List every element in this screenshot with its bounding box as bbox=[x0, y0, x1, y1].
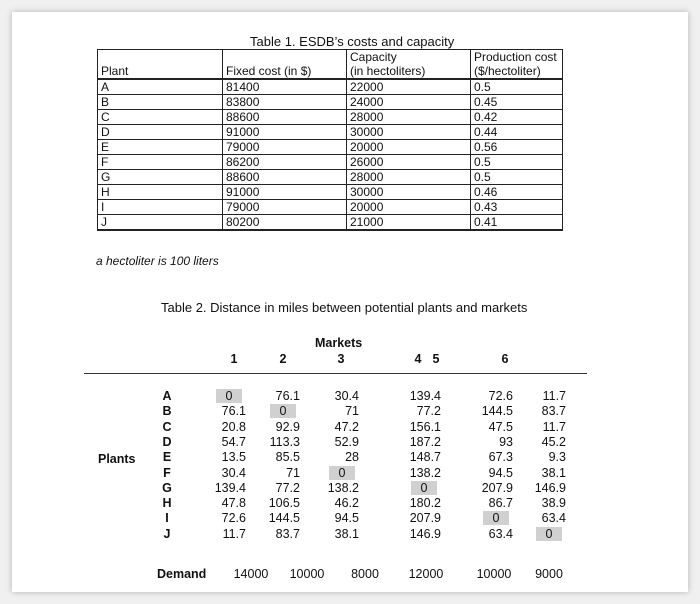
distance-cell: 83.7 bbox=[541, 404, 566, 419]
fixed-cost-cell: 80200 bbox=[223, 215, 347, 231]
fixed-cost-cell: 91000 bbox=[223, 125, 347, 140]
distance-cell: 207.9 bbox=[409, 511, 441, 526]
production-cost-cell: 0.5 bbox=[471, 170, 563, 185]
header-fixed-cost: Fixed cost (in $) bbox=[223, 50, 347, 80]
fixed-cost-cell: 81400 bbox=[223, 79, 347, 95]
distance-cell: 180.2 bbox=[409, 496, 441, 511]
table2-header-rule bbox=[84, 373, 587, 374]
production-cost-cell: 0.43 bbox=[471, 200, 563, 215]
distance-cell: 54.7 bbox=[221, 434, 246, 449]
distance-cell: 207.9 bbox=[481, 480, 513, 495]
capacity-cell: 21000 bbox=[347, 215, 471, 231]
capacity-cell: 22000 bbox=[347, 79, 471, 95]
distance-cell: 77.2 bbox=[416, 404, 441, 419]
table-row bbox=[98, 79, 563, 95]
table1-caption: Table 1. ESDB’s costs and capacity bbox=[250, 34, 455, 49]
production-cost-cell: 0.46 bbox=[471, 185, 563, 200]
plant-cell: C bbox=[98, 110, 223, 125]
header-plant: Plant bbox=[98, 50, 223, 80]
plant-row-label: C bbox=[162, 419, 172, 434]
distance-cell: 77.2 bbox=[275, 480, 300, 495]
distance-cell: 76.1 bbox=[275, 389, 300, 403]
plant-cell: B bbox=[98, 95, 223, 110]
costs-table-body bbox=[98, 79, 563, 230]
plant-cell: E bbox=[98, 140, 223, 155]
fixed-cost-cell: 91000 bbox=[223, 185, 347, 200]
fixed-cost-cell: 88600 bbox=[223, 110, 347, 125]
distance-cell: 92.9 bbox=[275, 419, 300, 434]
demand-label: Demand bbox=[157, 567, 207, 581]
header-prod-line1: Production cost bbox=[474, 50, 557, 64]
distance-cell: 63.4 bbox=[541, 511, 566, 526]
distance-cell: 63.4 bbox=[488, 526, 513, 541]
production-cost-cell: 0.56 bbox=[471, 140, 563, 155]
fixed-cost-cell: 83800 bbox=[223, 95, 347, 110]
header-capacity-line2: (in hectoliters) bbox=[350, 64, 426, 78]
header-capacity-line1: Capacity bbox=[350, 50, 397, 64]
demand-value: 12000 bbox=[408, 567, 444, 581]
markets-title: Markets bbox=[315, 336, 363, 350]
distance-cell: 76.1 bbox=[221, 404, 246, 419]
distance-cell: 0 bbox=[411, 481, 437, 495]
header-production-cost bbox=[471, 50, 563, 80]
plant-row-label: E bbox=[162, 450, 172, 465]
distance-cell: 85.5 bbox=[275, 450, 300, 465]
table-row bbox=[98, 215, 563, 231]
distance-cell: 11.7 bbox=[542, 389, 566, 403]
plant-cell: D bbox=[98, 125, 223, 140]
plant-row-label: A bbox=[162, 389, 172, 403]
table-row bbox=[98, 140, 563, 155]
table2-caption: Table 2. Distance in miles between potential plants and markets bbox=[161, 300, 528, 315]
production-cost-cell: 0.5 bbox=[471, 79, 563, 95]
distance-cell: 47.5 bbox=[488, 419, 513, 434]
capacity-cell: 28000 bbox=[347, 110, 471, 125]
plant-cell: I bbox=[98, 200, 223, 215]
production-cost-cell: 0.44 bbox=[471, 125, 563, 140]
plant-cell: H bbox=[98, 185, 223, 200]
production-cost-cell: 0.41 bbox=[471, 215, 563, 231]
distance-cell: 148.7 bbox=[409, 450, 441, 465]
capacity-cell: 26000 bbox=[347, 155, 471, 170]
distance-cell: 86.7 bbox=[488, 496, 513, 511]
distance-cell: 71 bbox=[286, 465, 300, 480]
distance-cell: 156.1 bbox=[409, 419, 441, 434]
fixed-cost-cell: 79000 bbox=[223, 200, 347, 215]
capacity-cell: 28000 bbox=[347, 170, 471, 185]
demand-value: 14000 bbox=[233, 567, 269, 581]
fixed-cost-cell: 86200 bbox=[223, 155, 347, 170]
demand-value: 8000 bbox=[351, 567, 379, 581]
distance-cell: 0 bbox=[270, 404, 296, 418]
fixed-cost-cell: 79000 bbox=[223, 140, 347, 155]
table-row bbox=[98, 155, 563, 170]
distance-cell: 30.4 bbox=[221, 465, 246, 480]
table-row bbox=[98, 110, 563, 125]
distance-cell: 94.5 bbox=[488, 465, 513, 480]
plants-label: Plants bbox=[98, 452, 136, 466]
distance-cell: 9.3 bbox=[548, 450, 566, 465]
costs-capacity-table bbox=[97, 49, 563, 231]
distance-cell: 45.2 bbox=[541, 434, 566, 449]
capacity-cell: 20000 bbox=[347, 140, 471, 155]
distance-cell: 71 bbox=[345, 404, 359, 419]
plant-row-label: I bbox=[165, 511, 169, 526]
distance-cell: 106.5 bbox=[268, 496, 300, 511]
distance-cell: 38.9 bbox=[541, 496, 566, 511]
distance-cell: 146.9 bbox=[534, 480, 566, 495]
demand-value: 9000 bbox=[535, 567, 563, 581]
capacity-cell: 24000 bbox=[347, 95, 471, 110]
market-header-4: 4 bbox=[414, 352, 422, 366]
distance-cell: 38.1 bbox=[541, 465, 566, 480]
table-row bbox=[98, 95, 563, 110]
distance-cell: 28 bbox=[345, 450, 359, 465]
plant-row-label: D bbox=[162, 434, 172, 449]
distance-cell: 93 bbox=[499, 434, 513, 449]
capacity-cell: 30000 bbox=[347, 185, 471, 200]
distance-cell: 72.6 bbox=[488, 389, 513, 403]
distance-cell: 138.2 bbox=[409, 465, 441, 480]
market-header-5: 5 bbox=[432, 352, 440, 366]
distance-cell: 144.5 bbox=[268, 511, 300, 526]
hectoliter-note: a hectoliter is 100 liters bbox=[96, 254, 219, 268]
distance-cell: 47.2 bbox=[334, 419, 359, 434]
header-capacity bbox=[347, 50, 471, 80]
table-row bbox=[98, 170, 563, 185]
distance-cell: 52.9 bbox=[334, 434, 359, 449]
plant-row-label: H bbox=[162, 496, 172, 511]
header-prod-line2: ($/hectoliter) bbox=[474, 64, 541, 78]
distance-cell: 46.2 bbox=[334, 496, 359, 511]
plant-row-label: B bbox=[162, 404, 172, 419]
market-header-6: 6 bbox=[501, 352, 509, 366]
table-row bbox=[98, 125, 563, 140]
plant-cell: A bbox=[98, 79, 223, 95]
production-cost-cell: 0.5 bbox=[471, 155, 563, 170]
distance-cell: 83.7 bbox=[275, 526, 300, 541]
distance-cell: 144.5 bbox=[481, 404, 513, 419]
distance-cell: 0 bbox=[329, 466, 355, 480]
distance-cell: 113.3 bbox=[269, 434, 300, 449]
distance-cell: 11.7 bbox=[222, 526, 246, 541]
distance-cell: 139.4 bbox=[409, 389, 441, 403]
production-cost-cell: 0.42 bbox=[471, 110, 563, 125]
demand-value: 10000 bbox=[289, 567, 325, 581]
distance-cell: 146.9 bbox=[409, 526, 441, 541]
distance-cell: 67.3 bbox=[488, 450, 513, 465]
distance-cell: 30.4 bbox=[334, 389, 359, 403]
plant-cell: G bbox=[98, 170, 223, 185]
distance-cell: 187.2 bbox=[409, 434, 441, 449]
distance-cell: 0 bbox=[536, 527, 562, 541]
distance-cell: 72.6 bbox=[221, 511, 246, 526]
plant-cell: J bbox=[98, 215, 223, 231]
table-row bbox=[98, 200, 563, 215]
production-cost-cell: 0.45 bbox=[471, 95, 563, 110]
plant-row-label: G bbox=[162, 480, 172, 495]
distance-cell: 94.5 bbox=[334, 511, 359, 526]
distance-cell: 138.2 bbox=[327, 480, 359, 495]
distance-cell: 139.4 bbox=[214, 480, 246, 495]
capacity-cell: 30000 bbox=[347, 125, 471, 140]
distance-cell: 13.5 bbox=[221, 450, 246, 465]
table-row bbox=[98, 185, 563, 200]
plant-cell: F bbox=[98, 155, 223, 170]
distance-cell: 47.8 bbox=[221, 496, 246, 511]
plant-row-label: F bbox=[163, 465, 171, 480]
market-header-1: 1 bbox=[230, 352, 238, 366]
fixed-cost-cell: 88600 bbox=[223, 170, 347, 185]
distance-cell: 20.8 bbox=[221, 419, 246, 434]
capacity-cell: 20000 bbox=[347, 200, 471, 215]
market-header-3: 3 bbox=[337, 352, 345, 366]
plant-row-label: J bbox=[163, 526, 171, 541]
distance-cell: 11.7 bbox=[542, 419, 566, 434]
demand-value: 10000 bbox=[476, 567, 512, 581]
market-header-2: 2 bbox=[279, 352, 287, 366]
distance-cell: 0 bbox=[483, 511, 509, 525]
distance-cell: 0 bbox=[216, 389, 242, 403]
distance-cell: 38.1 bbox=[334, 526, 359, 541]
